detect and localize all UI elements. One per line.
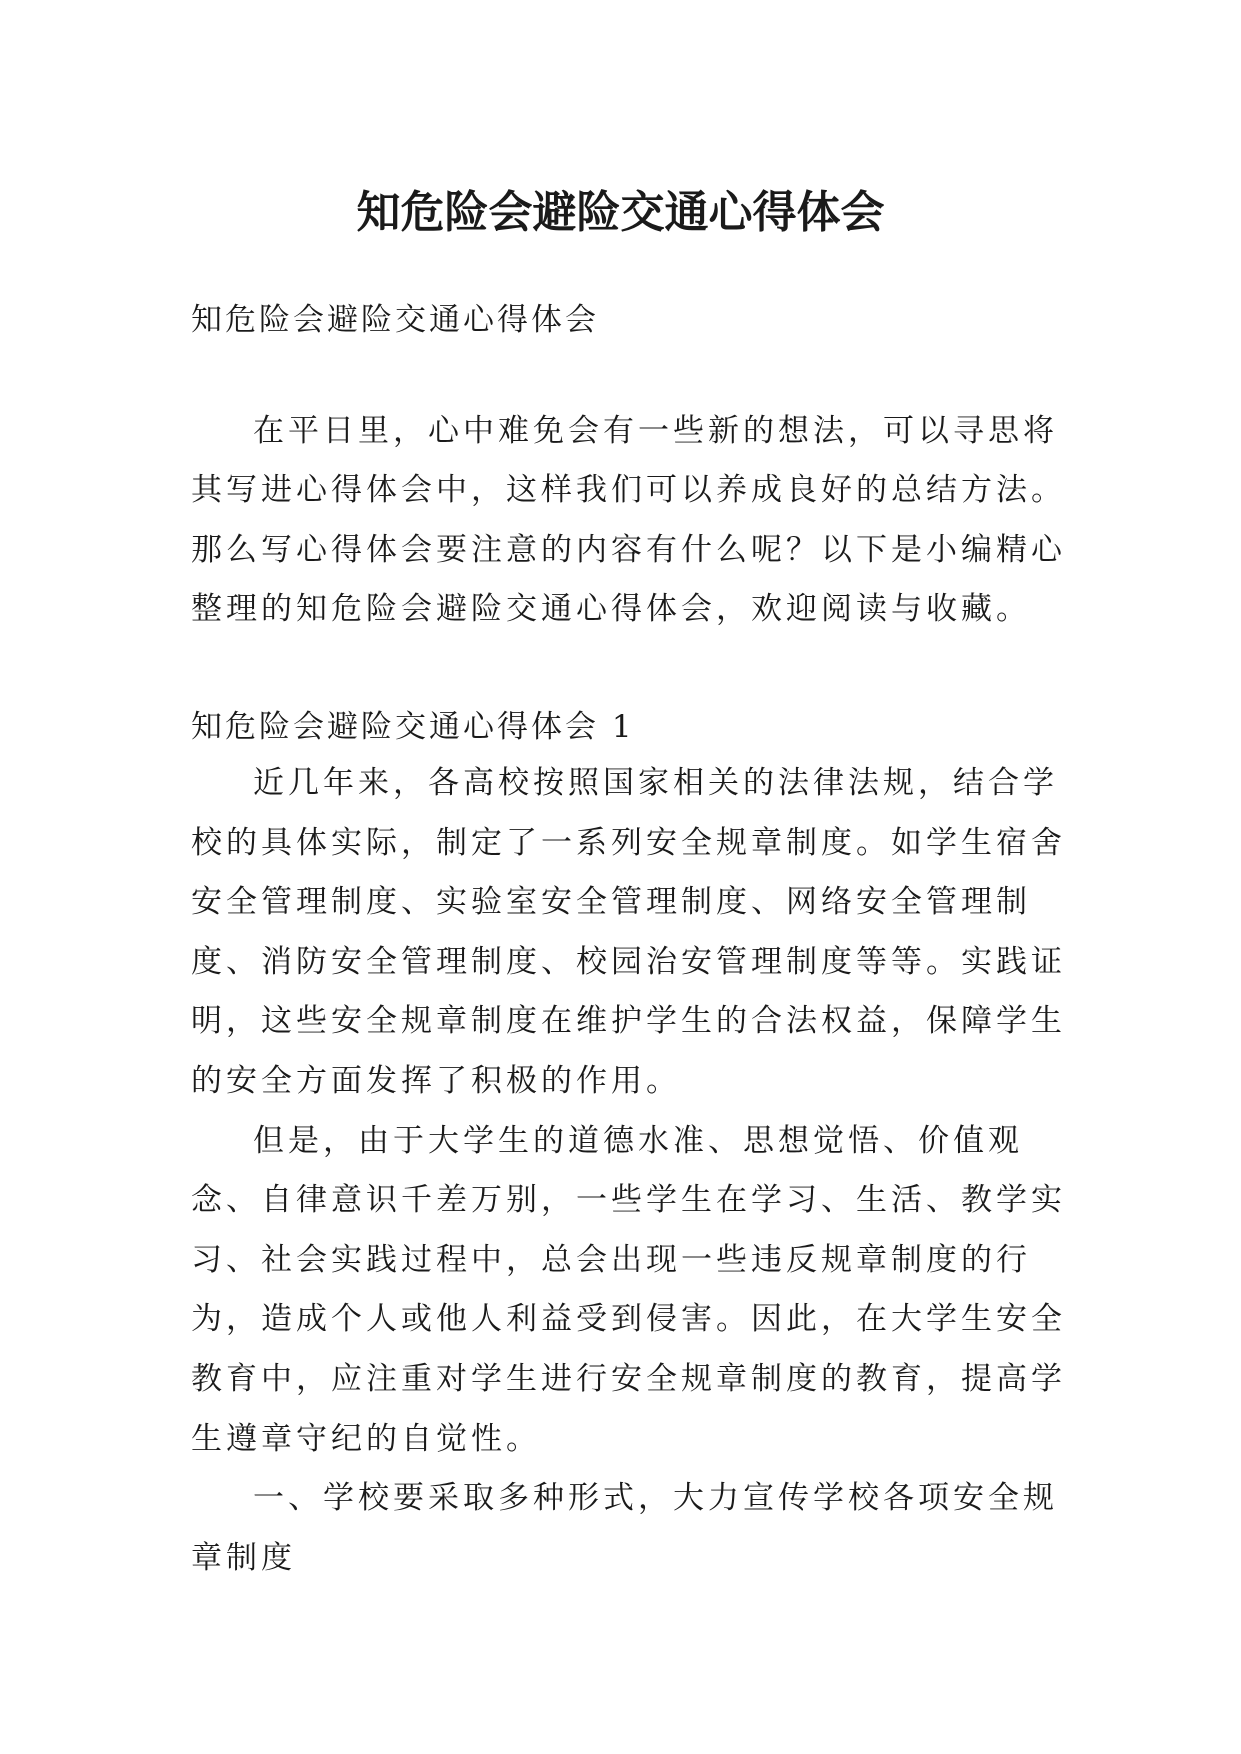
section-heading: 知危险会避险交通心得体会 1	[191, 709, 635, 745]
intro-section	[191, 402, 1071, 639]
section-body	[191, 754, 1071, 1588]
body-paragraph: 但是，由于大学生的道德水准、思想觉悟、价值观念、自律意识千差万别，一些学生在学习、生活、教学实习、社会实践过程中，总会出现一些违反规章制度的行为，造成个人或他人利益受到侵害。因此，在大学生安全教育中，应注重对学生进行安全规章制度的教育，提高学生遵章守纪的自觉性。	[191, 1122, 1066, 1457]
body-paragraph: 一、学校要采取多种形式，大力宣传学校各项安全规章制度	[191, 1480, 1058, 1576]
intro-paragraph: 在平日里，心中难免会有一些新的想法，可以寻思将其写进心得体会中，这样我们可以养成良好的总结方法。那么写心得体会要注意的内容有什么呢？以下是小编精心整理的知危险会避险交通心得体会，欢迎阅读与收藏。	[191, 413, 1066, 627]
body-paragraph: 近几年来，各高校按照国家相关的法律法规，结合学校的具体实际，制定了一系列安全规章制度。如学生宿舍安全管理制度、实验室安全管理制度、网络安全管理制度、消防安全管理制度、校园治安管理制度等等。实践证明，这些安全规章制度在维护学生的合法权益，保障学生的安全方面发挥了积极的作用。	[191, 765, 1066, 1099]
document-title: 知危险会避险交通心得体会	[356, 187, 885, 239]
document-subtitle: 知危险会避险交通心得体会	[191, 302, 599, 338]
